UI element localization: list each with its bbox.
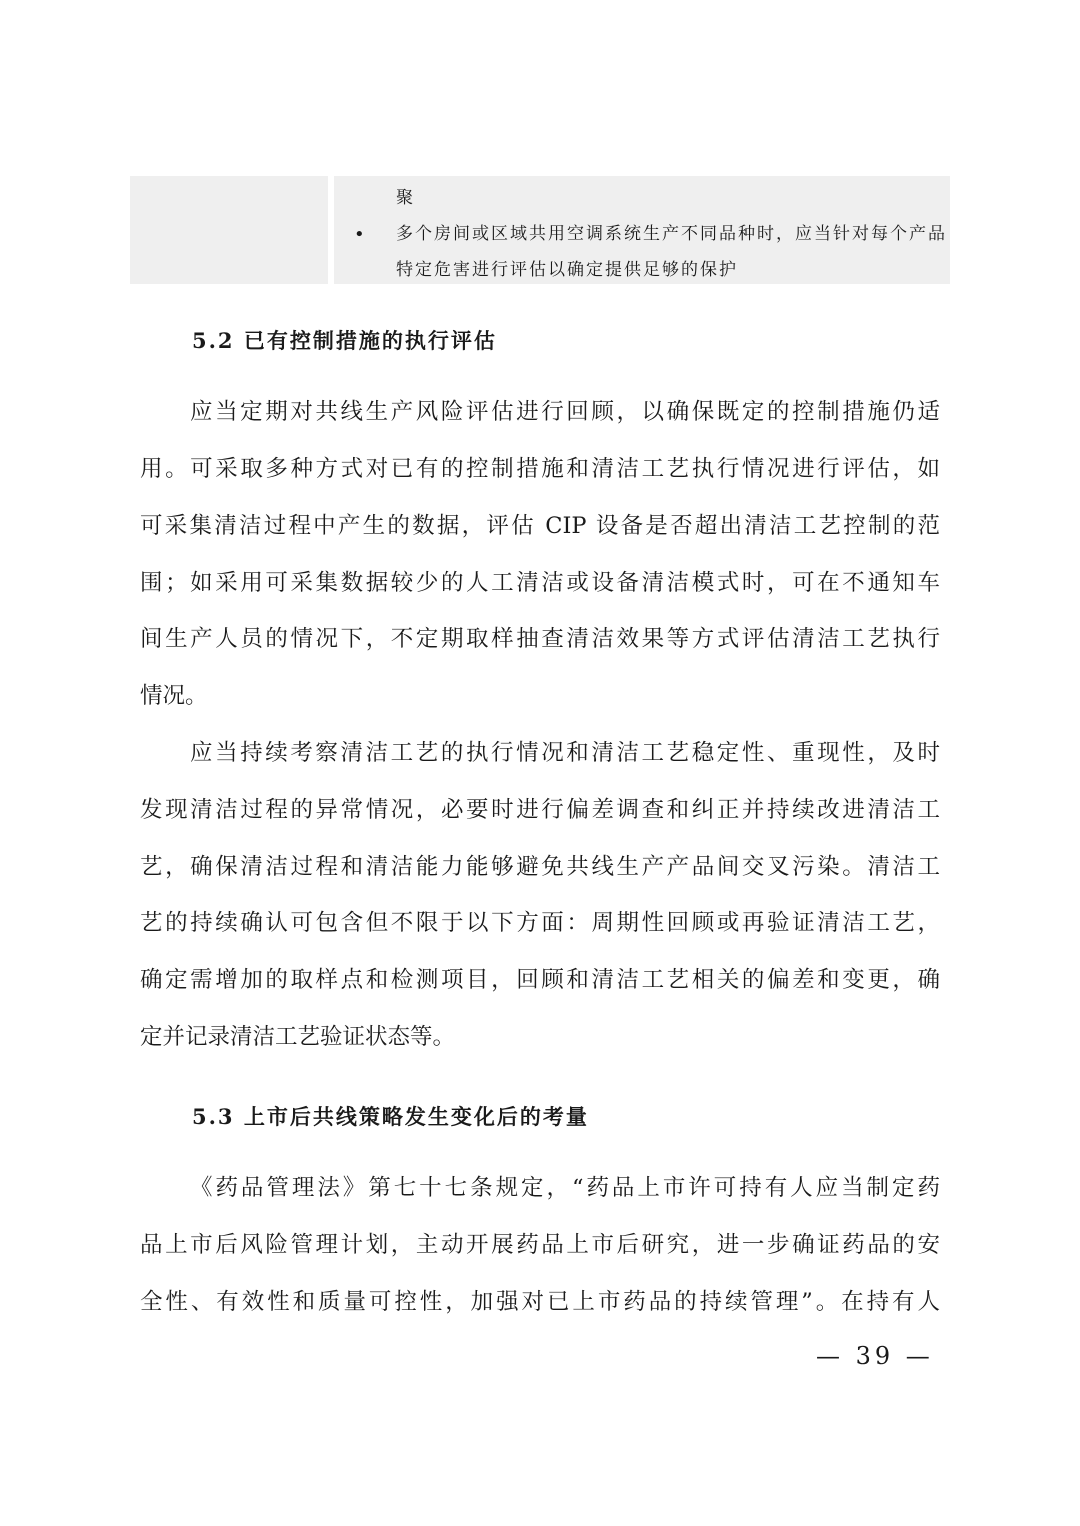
section-heading-5-2: 5.2 已有控制措施的执行评估 [192,328,497,353]
table-line: 多个房间或区域共用空调系统生产不同品种时，应当针对每个产品 [396,224,947,244]
bullet-icon: • [354,224,367,245]
paragraph-line: 发现清洁过程的异常情况，必要时进行偏差调查和纠正并持续改进清洁工 [140,797,940,823]
table-cell-left [130,176,328,284]
paragraph-line: 定并记录清洁工艺验证状态等。 [140,1024,456,1050]
paragraph-line: 围；如采用可采集数据较少的人工清洁或设备清洁模式时，可在不通知车 [140,570,940,596]
paragraph-line: 确定需增加的取样点和检测项目，回顾和清洁工艺相关的偏差和变更，确 [140,967,940,993]
paragraph-line: 应当持续考察清洁工艺的执行情况和清洁工艺稳定性、重现性，及时 [190,740,940,766]
paragraph-line: 品上市后风险管理计划，主动开展药品上市后研究，进一步确证药品的安 [140,1232,940,1258]
paragraph-line: 艺的持续确认可包含但不限于以下方面：周期性回顾或再验证清洁工艺， [140,910,940,936]
table-cell-right [334,176,950,284]
paragraph-line: 情况。 [140,683,208,709]
table-fragment [130,176,950,284]
paragraph-line: 《药品管理法》第七十七条规定，“药品上市许可持有人应当制定药 [190,1175,940,1201]
paragraph-line: 全性、有效性和质量可控性，加强对已上市药品的持续管理”。在持有人 [140,1289,940,1315]
paragraph-line: 艺，确保清洁过程和清洁能力能够避免共线生产产品间交叉污染。清洁工 [140,854,940,880]
table-line: 特定危害进行评估以确定提供足够的保护 [396,260,738,280]
paragraph-line: 应当定期对共线生产风险评估进行回顾，以确保既定的控制措施仍适 [190,399,940,425]
page-number: — 39 — [816,1342,934,1370]
paragraph-line: 间生产人员的情况下，不定期取样抽查清洁效果等方式评估清洁工艺执行 [140,626,940,652]
section-heading-5-3: 5.3 上市后共线策略发生变化后的考量 [192,1104,589,1129]
table-line: 聚 [396,188,415,208]
paragraph-line: 用。可采取多种方式对已有的控制措施和清洁工艺执行情况进行评估，如 [140,456,940,482]
paragraph-line: 可采集清洁过程中产生的数据，评估 CIP 设备是否超出清洁工艺控制的范 [140,513,940,539]
